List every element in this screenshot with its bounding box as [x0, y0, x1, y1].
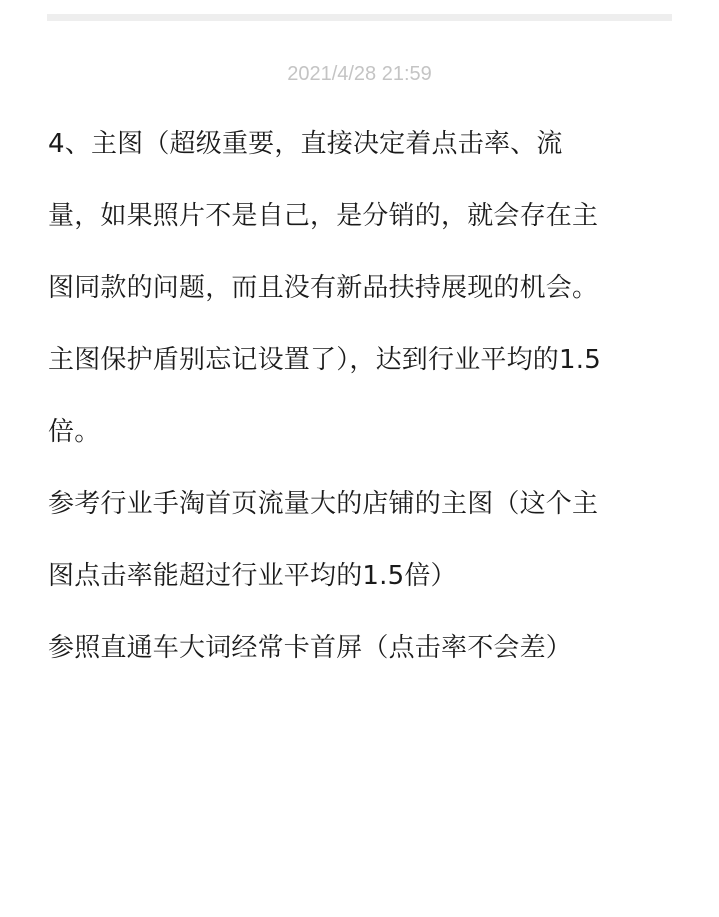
top-divider	[47, 14, 672, 21]
note-timestamp: 2021/4/28 21:59	[287, 63, 432, 85]
note-line: 参照直通车大词经常卡首屏（点击率不会差）	[48, 633, 573, 663]
note-line: 图同款的问题，而且没有新品扶持展现的机会。	[48, 273, 599, 303]
note-line: 4、主图（超级重要，直接决定着点击率、流	[48, 129, 563, 159]
note-line: 量，如果照片不是自己，是分销的，就会存在主	[48, 201, 599, 231]
note-line: 主图保护盾别忘记设置了），达到行业平均的1.5	[48, 345, 601, 375]
note-body[interactable]	[48, 122, 680, 670]
note-line: 倍。	[48, 417, 101, 447]
note-line: 图点击率能超过行业平均的1.5倍）	[48, 561, 457, 591]
note-line: 参考行业手淘首页流量大的店铺的主图（这个主	[48, 489, 599, 519]
